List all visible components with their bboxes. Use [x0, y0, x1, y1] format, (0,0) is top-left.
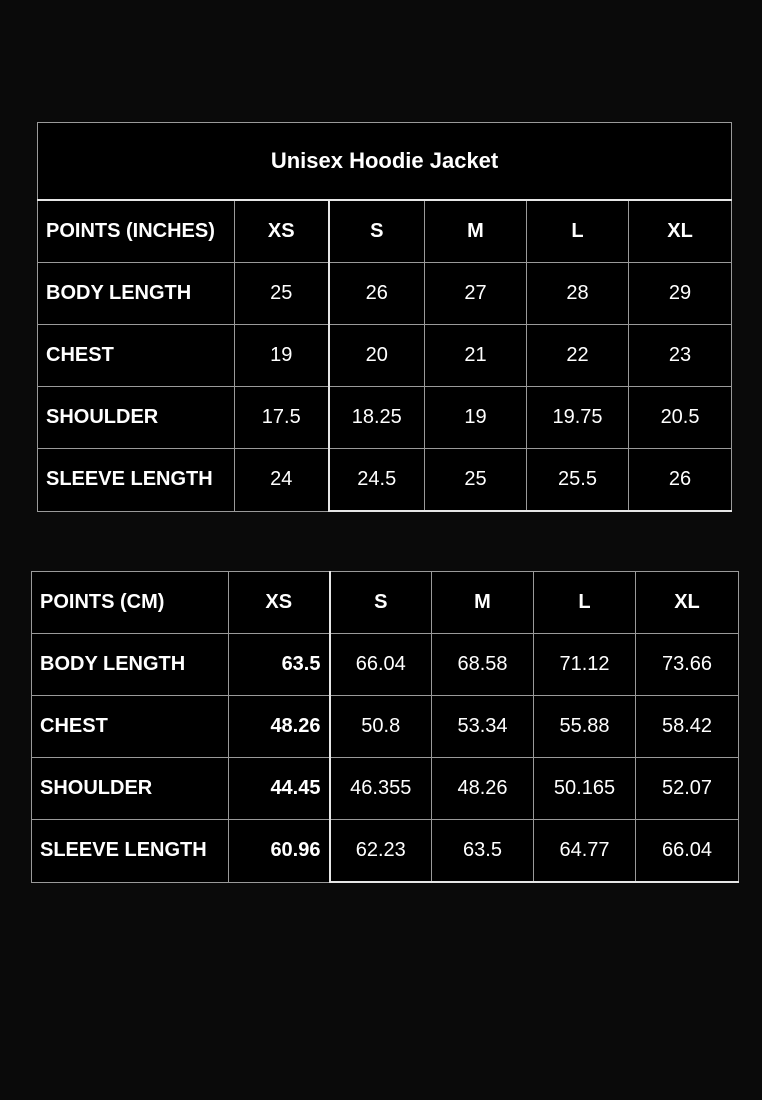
- cell-l: 55.88: [534, 696, 636, 758]
- header-size-xs: XS: [229, 572, 330, 634]
- cell-s: 18.25: [329, 387, 425, 449]
- cell-m: 27: [425, 263, 527, 325]
- header-row: [38, 200, 732, 263]
- cell-xs: 60.96: [229, 820, 330, 883]
- cell-xl: 58.42: [636, 696, 739, 758]
- cell-m: 19: [425, 387, 527, 449]
- size-chart-inches: [37, 122, 732, 512]
- cell-xl: 73.66: [636, 634, 739, 696]
- cell-m: 53.34: [432, 696, 534, 758]
- cell-xs: 63.5: [229, 634, 330, 696]
- header-size-l: L: [534, 572, 636, 634]
- size-chart-cm: [31, 571, 739, 883]
- cell-xl: 23: [629, 325, 732, 387]
- table-row: [38, 387, 732, 449]
- cell-m: 63.5: [432, 820, 534, 883]
- cell-xs: 48.26: [229, 696, 330, 758]
- header-size-l: L: [527, 200, 629, 263]
- row-label: SLEEVE LENGTH: [38, 449, 235, 512]
- header-size-xl: XL: [629, 200, 732, 263]
- cell-s: 24.5: [329, 449, 425, 512]
- header-size-s: S: [329, 200, 425, 263]
- row-label: SHOULDER: [32, 758, 229, 820]
- cell-xl: 29: [629, 263, 732, 325]
- cell-xs: 19: [235, 325, 329, 387]
- cell-xl: 52.07: [636, 758, 739, 820]
- cell-s: 50.8: [330, 696, 432, 758]
- cell-xs: 24: [235, 449, 329, 512]
- row-label: CHEST: [38, 325, 235, 387]
- row-label: SLEEVE LENGTH: [32, 820, 229, 883]
- row-label: CHEST: [32, 696, 229, 758]
- row-label: BODY LENGTH: [32, 634, 229, 696]
- cell-m: 68.58: [432, 634, 534, 696]
- cell-l: 25.5: [527, 449, 629, 512]
- table-row: [38, 325, 732, 387]
- row-label: SHOULDER: [38, 387, 235, 449]
- cell-xs: 17.5: [235, 387, 329, 449]
- cell-s: 66.04: [330, 634, 432, 696]
- table-row: [32, 696, 739, 758]
- header-points: POINTS (INCHES): [38, 200, 235, 263]
- table-row: [32, 634, 739, 696]
- cell-m: 48.26: [432, 758, 534, 820]
- chart-title: Unisex Hoodie Jacket: [38, 123, 732, 201]
- header-size-s: S: [330, 572, 432, 634]
- cell-l: 50.165: [534, 758, 636, 820]
- table-row: [32, 820, 739, 883]
- cell-m: 25: [425, 449, 527, 512]
- cell-l: 28: [527, 263, 629, 325]
- cell-m: 21: [425, 325, 527, 387]
- cell-xs: 44.45: [229, 758, 330, 820]
- header-points: POINTS (CM): [32, 572, 229, 634]
- cell-xs: 25: [235, 263, 329, 325]
- cell-s: 46.355: [330, 758, 432, 820]
- cell-l: 22: [527, 325, 629, 387]
- header-row: [32, 572, 739, 634]
- cell-xl: 66.04: [636, 820, 739, 883]
- row-label: BODY LENGTH: [38, 263, 235, 325]
- cell-xl: 26: [629, 449, 732, 512]
- cell-xl: 20.5: [629, 387, 732, 449]
- table-row: [38, 263, 732, 325]
- cell-l: 71.12: [534, 634, 636, 696]
- cell-s: 20: [329, 325, 425, 387]
- header-size-xl: XL: [636, 572, 739, 634]
- cell-s: 62.23: [330, 820, 432, 883]
- header-size-m: M: [432, 572, 534, 634]
- table-row: [38, 449, 732, 512]
- header-size-m: M: [425, 200, 527, 263]
- cell-l: 19.75: [527, 387, 629, 449]
- header-size-xs: XS: [235, 200, 329, 263]
- cell-s: 26: [329, 263, 425, 325]
- table-row: [32, 758, 739, 820]
- cell-l: 64.77: [534, 820, 636, 883]
